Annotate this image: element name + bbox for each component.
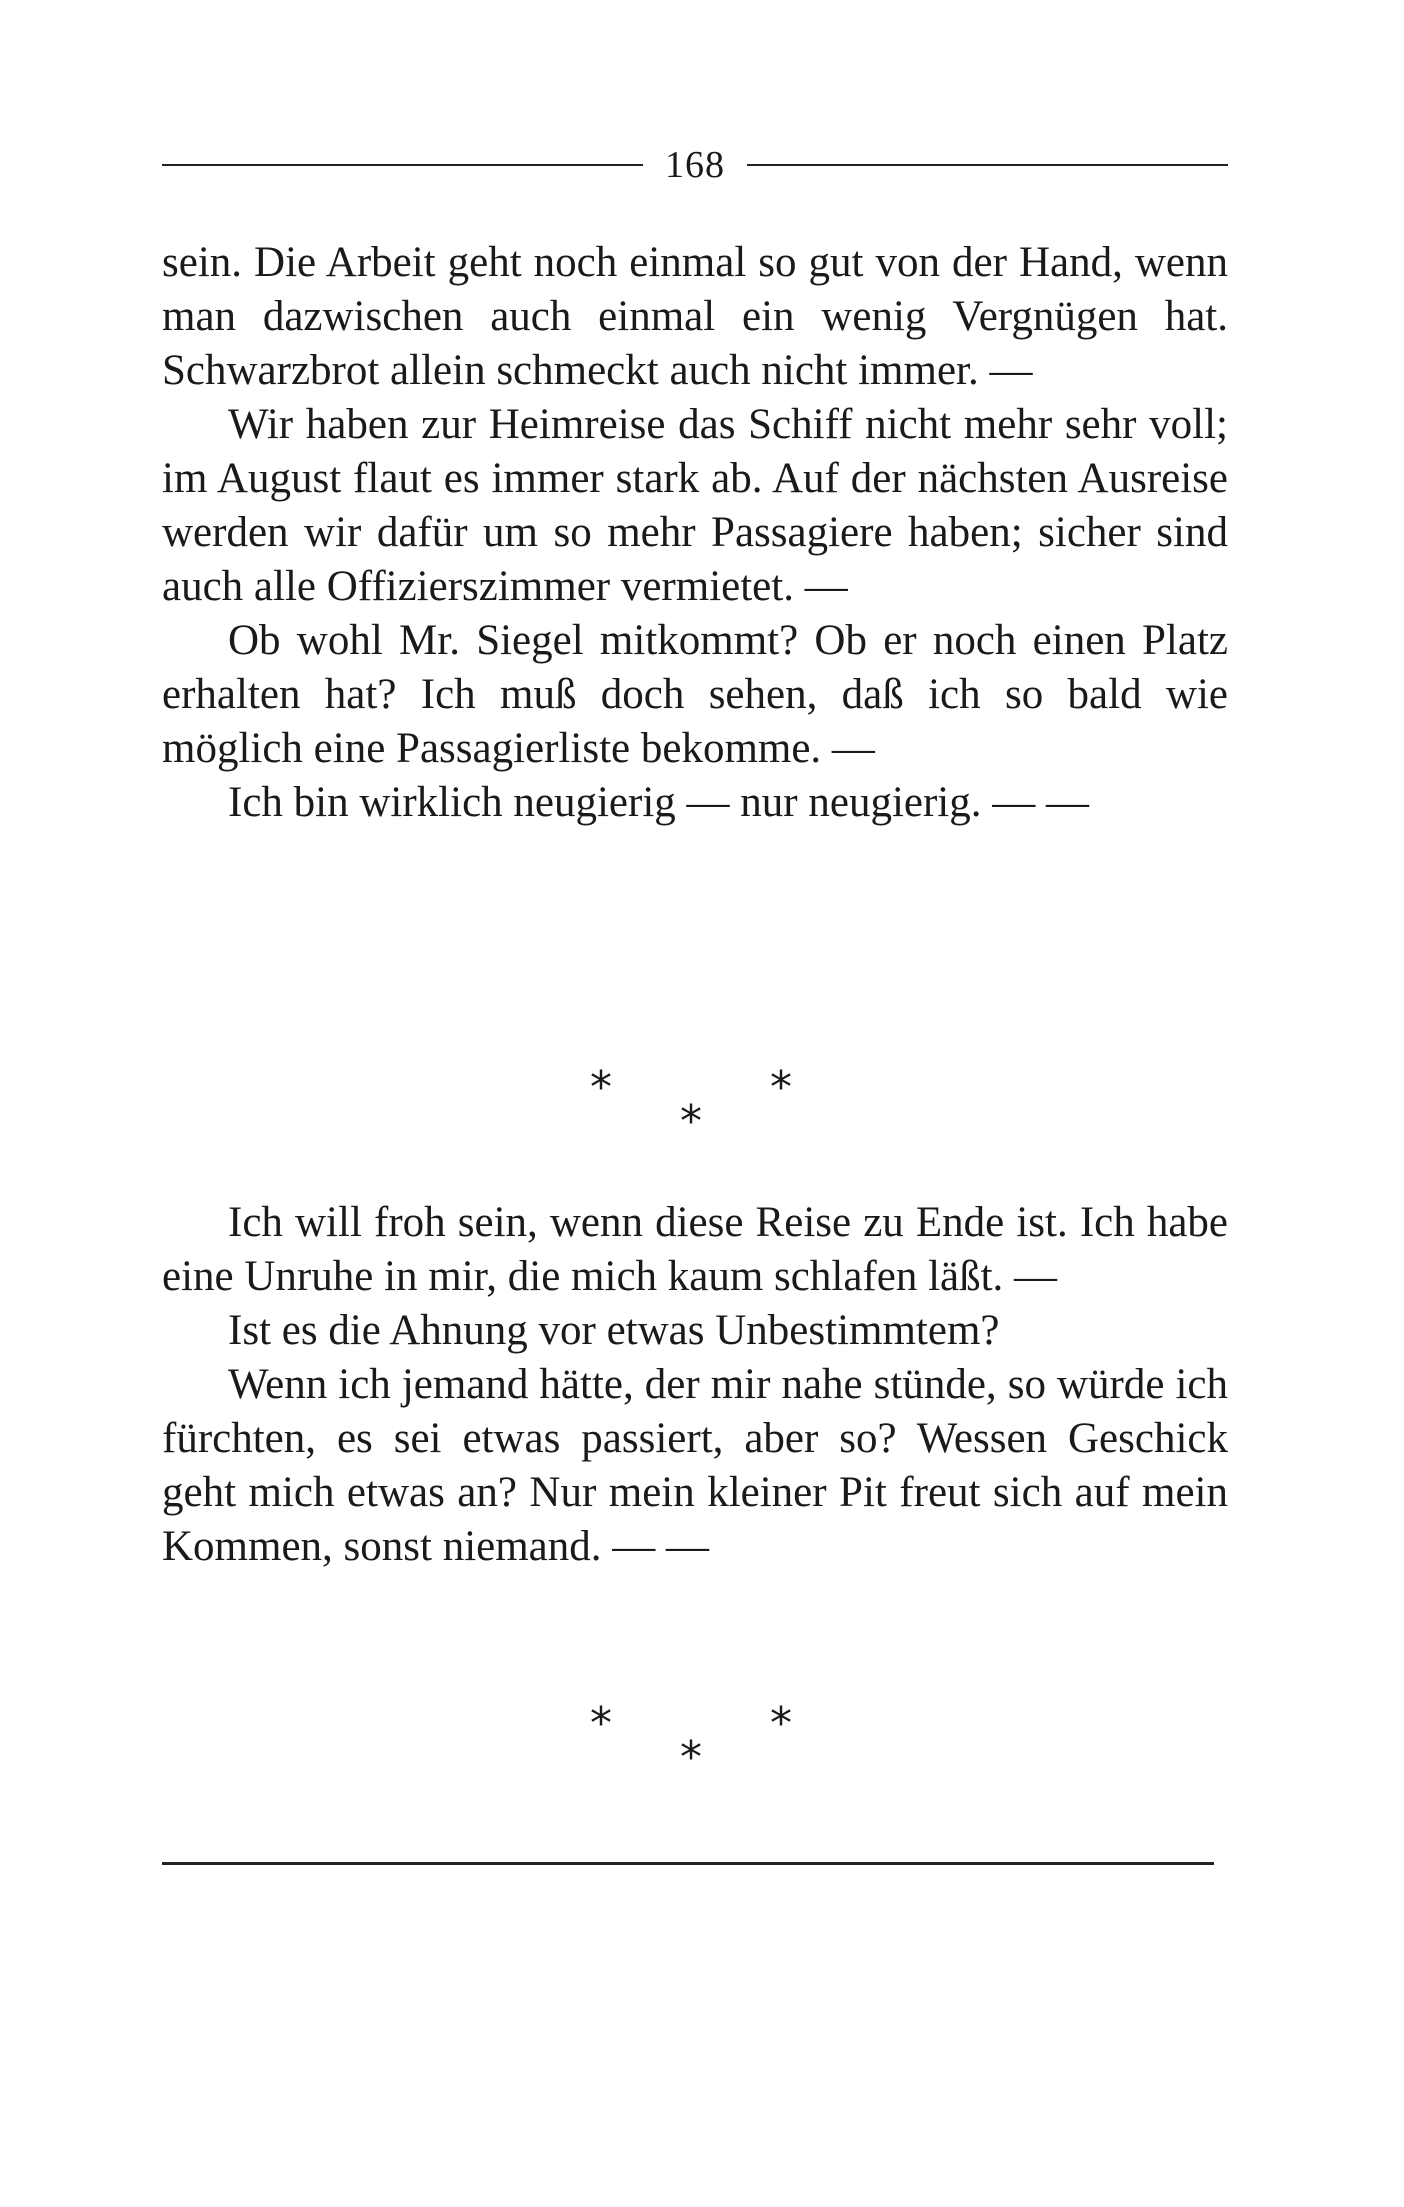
footer-rule <box>162 1862 1214 1865</box>
page-number: 168 <box>665 144 725 186</box>
asterisk: * <box>680 1096 702 1147</box>
asterisk: * <box>590 1062 612 1113</box>
section-divider-asterism <box>0 1698 1404 1783</box>
text-block-1 <box>162 236 1228 830</box>
header-rule-left <box>162 164 643 166</box>
header-rule-right <box>747 164 1228 166</box>
page-header <box>162 140 1228 190</box>
paragraph: sein. Die Arbeit geht noch einmal so gut von der Hand, wenn man dazwischen auch einmal ein wenig Vergnügen hat. Schwarzbrot allein schmeckt auch nicht immer. — <box>162 239 1228 394</box>
paragraph: Wenn ich jemand hätte, der mir nahe stünde, so würde ich fürchten, es sei etwas passiert, aber so? Wessen Geschick geht mich etwas an? Nur mein kleiner Pit freut sich auf mein Kommen, sonst niemand. — — <box>162 1361 1228 1570</box>
asterisk: * <box>770 1062 792 1113</box>
paragraph: Wir haben zur Heimreise das Schiff nicht mehr sehr voll; im August flaut es immer stark ab. Auf der nächsten Ausreise werden wir dafür um so mehr Passagiere haben; sicher sind auch alle Offizierszimmer vermietet. — <box>162 401 1228 610</box>
paragraph: Ich will froh sein, wenn diese Reise zu Ende ist. Ich habe eine Unruhe in mir, die mich kaum schlafen läßt. — <box>162 1199 1228 1300</box>
paragraph: Ist es die Ahnung vor etwas Unbestimmtem? <box>228 1307 1000 1354</box>
asterisk: * <box>590 1698 612 1749</box>
paragraph: Ich bin wirklich neugierig — nur neugierig. — — <box>228 779 1089 826</box>
asterisk: * <box>770 1698 792 1749</box>
section-divider-asterism <box>0 1062 1404 1147</box>
asterisk: * <box>680 1732 702 1783</box>
text-block-2 <box>162 1196 1228 1574</box>
paragraph: Ob wohl Mr. Siegel mitkommt? Ob er noch einen Platz erhalten hat? Ich muß doch sehen, daß ich so bald wie möglich eine Passagierliste bekomme. — <box>162 617 1228 772</box>
